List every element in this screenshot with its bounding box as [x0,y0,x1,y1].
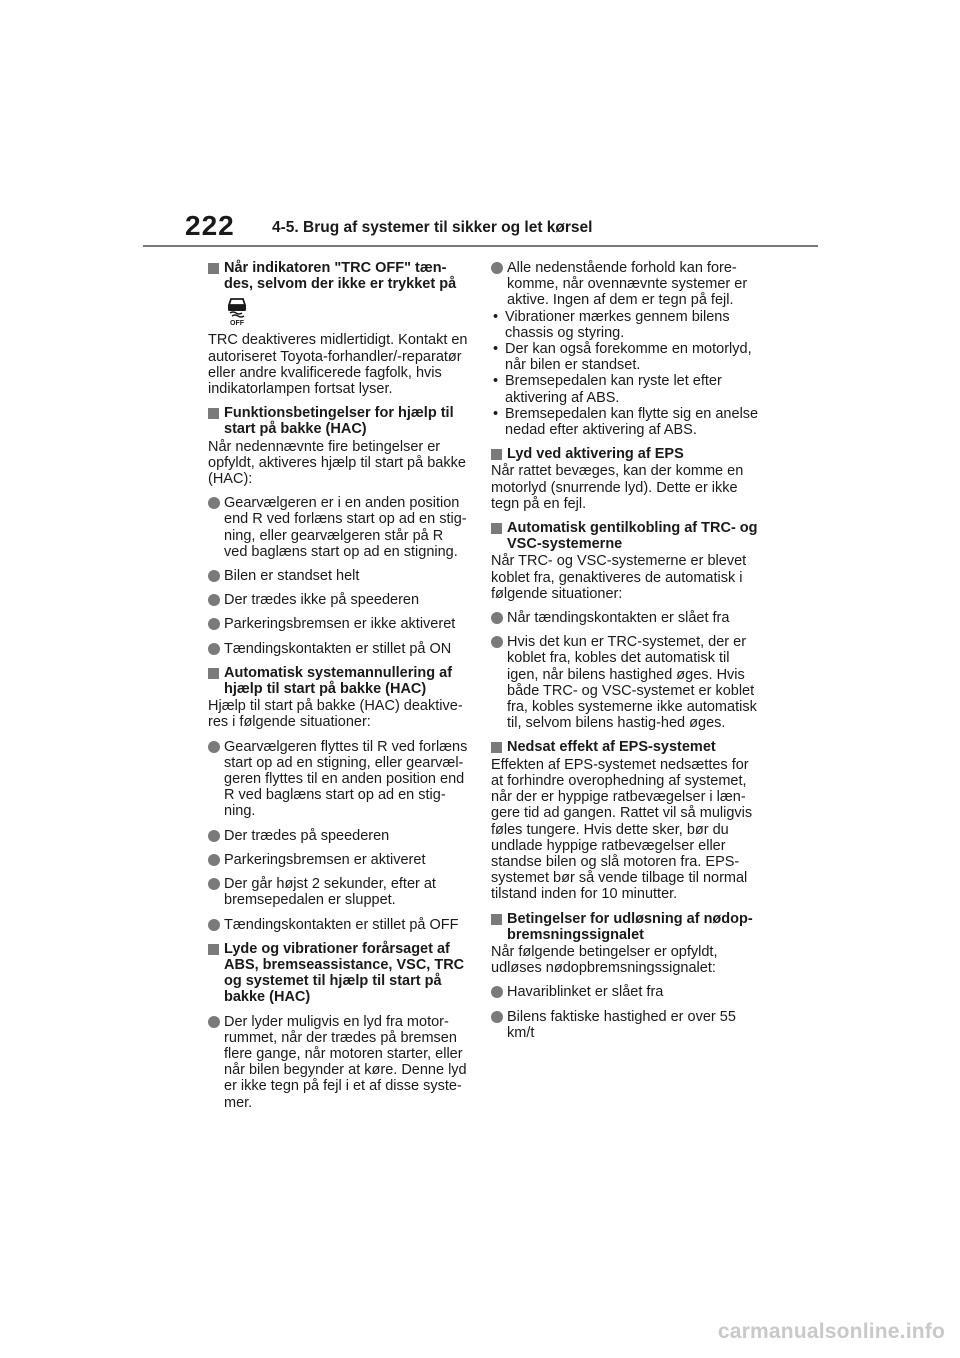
header-divider [143,245,818,247]
section-heading: Når indikatoren "TRC OFF" tæn-des, selvom der ikke er trykket på [208,260,470,292]
list-item: Tændingskontakten er stillet på OFF [208,917,470,933]
section-heading: Funktionsbetingelser for hjælp til start på bakke (HAC) [208,405,470,437]
circle-bullet-icon [208,1016,220,1028]
dot-bullet-icon: • [493,341,499,358]
list-item: Der går højst 2 sekunder, efter at bremsepedalen er sluppet. [208,876,470,908]
sub-list-item: • Vibrationer mærkes gennem bilens chassis og styring. [493,308,730,341]
list-item: Havariblinket er slået fra [491,984,759,1000]
square-bullet-icon [208,263,219,274]
circle-bullet-icon [491,262,503,274]
section-heading: Betingelser for udløsning af nødop-bremsningssignalet [491,911,759,943]
section-heading: Automatisk systemannullering af hjælp til start på bakke (HAC) [208,665,470,697]
list-item: Hvis det kun er TRC-systemet, der er koblet fra, kobles det automatisk til igen, når bilens hastighed øges. Hvis både TRC- og VSC-systemet er koblet fra, kobles systemerne ikke automatisk til, selvom bilens hastig-hed øges. [491,634,759,731]
sub-list-item: • Der kan også forekomme en motorlyd, når bilen er standset. [493,341,752,374]
icon-label: OFF [230,320,244,327]
circle-bullet-icon [208,854,220,866]
circle-bullet-icon [491,1011,503,1023]
paragraph: Når nedennævnte fire betingelser er opfyldt, aktiveres hjælp til start på bakke (HAC): [208,438,466,488]
trc-off-icon [208,296,470,326]
circle-bullet-icon [208,618,220,630]
dot-bullet-icon: • [493,373,499,390]
trc-off-symbol [224,296,250,326]
paragraph: Hjælp til start på bakke (HAC) deaktive-res i følgende situationer: [208,698,463,731]
circle-bullet-icon [491,636,503,648]
dot-bullet-icon: • [493,308,499,325]
square-bullet-icon [491,523,502,534]
square-bullet-icon [208,668,219,679]
circle-bullet-icon [208,594,220,606]
paragraph: Når rattet bevæges, kan der komme en motorlyd (snurrende lyd). Dette er ikke tegn på en fejl. [491,463,744,512]
list-item: Alle nedenstående forhold kan fore-komme, når ovennævnte systemer er aktive. Ingen af dem er tegn på fejl. [491,260,759,309]
circle-bullet-icon [208,741,220,753]
section-heading: Automatisk gentilkobling af TRC- og VSC-systemerne [491,520,759,552]
circle-bullet-icon [208,878,220,890]
paragraph: TRC deaktiveres midlertidigt. Kontakt en autoriseret Toyota-forhandler/-reparatør eller andre kvalificerede fagfolk, hvis indikatorlampen fortsat lyser. [208,332,468,398]
list-item: Gearvælgeren er i en anden position end R ved forlæns start op ad en stig-ning, eller gearvælgeren står på R ved baglæns start op ad en stigning. [208,495,470,560]
square-bullet-icon [491,914,502,925]
circle-bullet-icon [208,830,220,842]
list-item: Når tændingskontakten er slået fra [491,610,759,626]
square-bullet-icon [491,742,502,753]
circle-bullet-icon [208,497,220,509]
square-bullet-icon [208,408,219,419]
list-item: Parkeringsbremsen er aktiveret [208,852,470,868]
square-bullet-icon [208,944,219,955]
list-item: Tændingskontakten er stillet på ON [208,641,470,657]
sub-list-item: • Bremsepedalen kan flytte sig en anelse nedad efter aktivering af ABS. [493,405,759,439]
circle-bullet-icon [491,612,503,624]
dot-bullet-icon: • [493,405,499,422]
circle-bullet-icon [208,919,220,931]
paragraph: Effekten af EPS-systemet nedsættes for at forhindre overophedning af systemet, når der er hyppige ratbevægelser i læn-gere tid ad gangen. Rattet vil så muligvis føles tungere. Hvis dette sker, bør du undlade hyppige ratbevægelser eller standse bilen og slå motoren fra. EPS-systemet bør så vende tilbage til normal tilstand inden for 10 minutter. [491,756,753,903]
watermark: carmanualsonline.info [717,1320,945,1343]
circle-bullet-icon [208,643,220,655]
right-column [491,260,759,1049]
list-item: Der trædes ikke på speederen [208,592,470,608]
section-heading: Lyd ved aktivering af EPS [491,446,759,462]
list-item: Bilen er standset helt [208,568,470,584]
list-item: Der trædes på speederen [208,828,470,844]
page-number: 222 [185,210,235,241]
chapter-title: 4-5. Brug af systemer til sikker og let kørsel [272,219,593,236]
sub-list-item: • Bremsepedalen kan ryste let efter aktivering af ABS. [493,373,722,406]
list-item: Bilens faktiske hastighed er over 55 km/t [491,1009,759,1041]
paragraph: Når TRC- og VSC-systemerne er blevet koblet fra, genaktiveres de automatisk i følgende situationer: [491,553,747,602]
paragraph: Når følgende betingelser er opfyldt, udløses nødopbremsningssignalet: [491,943,718,977]
square-bullet-icon [491,449,502,460]
left-column [208,260,470,1119]
section-heading: Lyde og vibrationer forårsaget af ABS, bremseassistance, VSC, TRC og systemet til hjælp til start på bakke (HAC) [208,941,470,1006]
circle-bullet-icon [208,570,220,582]
list-item: Parkeringsbremsen er ikke aktiveret [208,616,470,632]
list-item: Der lyder muligvis en lyd fra motor-rummet, når der trædes på bremsen flere gange, når motoren starter, eller når bilen begynder at køre. Denne lyd er ikke tegn på fejl i et af disse syste-mer. [208,1014,470,1111]
circle-bullet-icon [491,986,503,998]
section-heading: Nedsat effekt af EPS-systemet [491,739,759,755]
list-item: Gearvælgeren flyttes til R ved forlæns start op ad en stigning, eller gearvæl-geren flyttes til en anden position end R ved baglæns start op ad en stig-ning. [208,739,470,820]
